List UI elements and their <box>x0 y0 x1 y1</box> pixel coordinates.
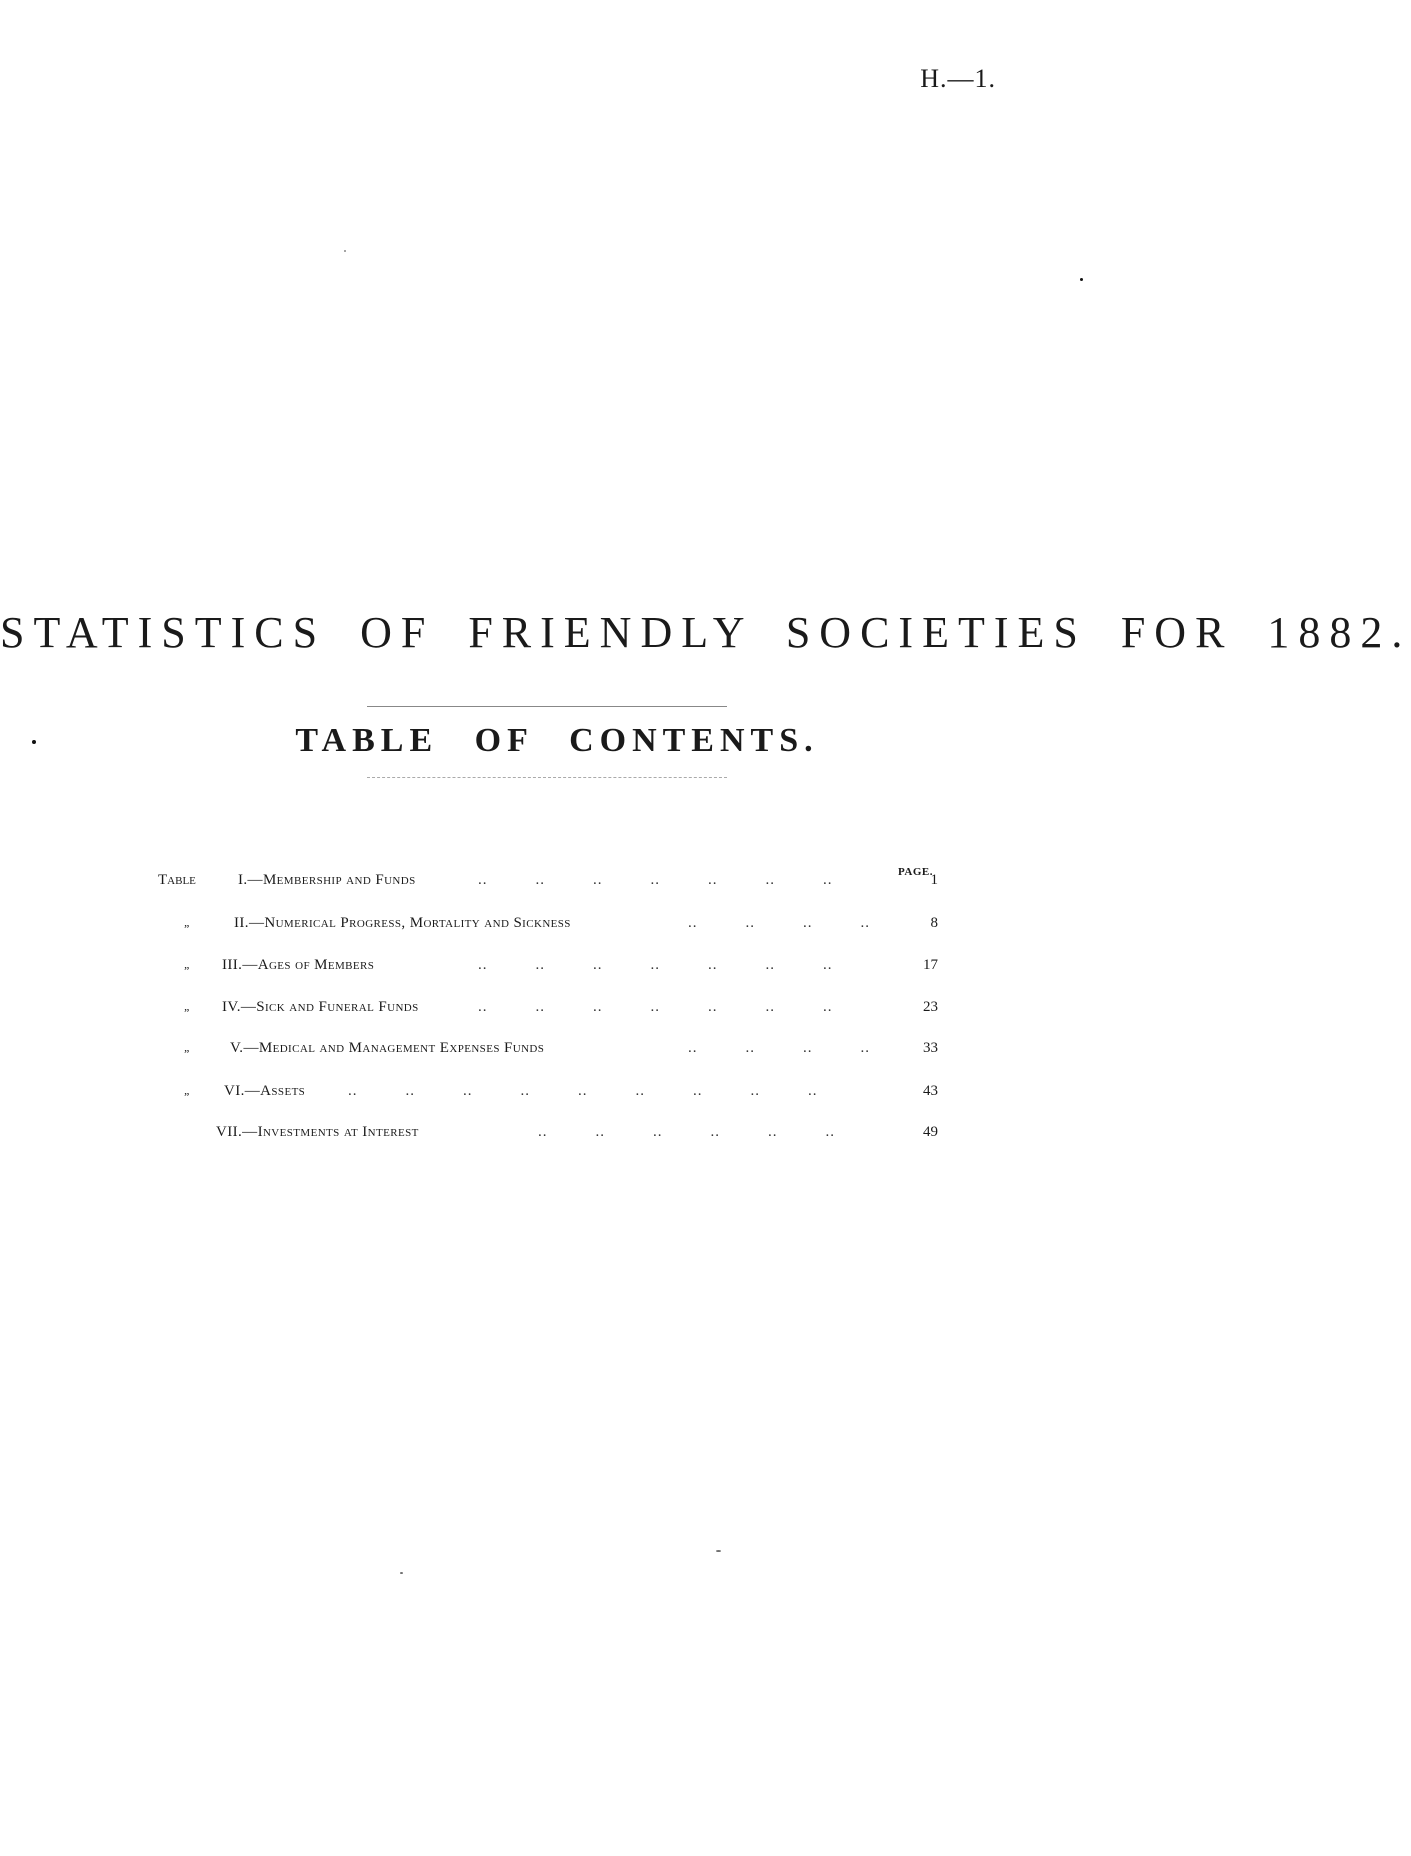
toc-row-leader: .. .. .. .. .. .. .. <box>478 999 833 1015</box>
toc-row-label: IV.—Sick and Funeral Funds <box>222 999 419 1015</box>
page-reference: H.—1. <box>920 64 996 93</box>
toc-row <box>158 957 938 983</box>
toc-row-label: III.—Ages of Members <box>222 957 375 973</box>
document-title: STATISTICS OF FRIENDLY SOCIETIES FOR 1882. <box>0 608 1411 658</box>
toc-row <box>158 1083 938 1109</box>
toc-row-prefix: „ <box>184 1083 191 1097</box>
toc-row-label: V.—Medical and Management Expenses Funds <box>230 1040 545 1056</box>
toc-row-page: 49 <box>923 1124 938 1140</box>
document-subtitle: TABLE OF CONTENTS. <box>295 722 819 759</box>
toc-row-page: 17 <box>923 957 938 973</box>
scan-speck <box>716 1550 721 1552</box>
scan-speck <box>32 740 36 744</box>
toc-row-leader: .. .. .. .. .. .. .. .. .. <box>348 1083 818 1099</box>
toc-row-leader: .. .. .. .. .. .. .. <box>478 957 833 973</box>
toc-row <box>158 1124 938 1150</box>
scan-speck <box>400 1572 403 1574</box>
toc-row-prefix: Table <box>158 872 196 888</box>
toc-row-page: 1 <box>930 872 938 888</box>
toc-row <box>158 1040 938 1066</box>
toc-row-page: 33 <box>923 1040 938 1056</box>
toc-row-page: 23 <box>923 999 938 1015</box>
toc-row-page: 8 <box>930 915 938 931</box>
title-rule-bottom <box>367 777 727 778</box>
toc-row-label: VII.—Investments at Interest <box>216 1124 419 1140</box>
toc-row <box>158 999 938 1025</box>
toc-row-page: 43 <box>923 1083 938 1099</box>
toc-row-label: I.—Membership and Funds <box>238 872 416 888</box>
toc-row <box>158 915 938 941</box>
toc-row-leader: .. .. .. .. .. .. .. <box>478 872 833 888</box>
toc-row-label: VI.—Assets <box>224 1083 306 1099</box>
toc-row-leader: .. .. .. .. <box>688 915 870 931</box>
toc-row-prefix: „ <box>184 957 191 971</box>
toc-row-prefix: „ <box>184 999 191 1013</box>
scan-speck <box>1080 278 1083 281</box>
toc-row-prefix: „ <box>184 1040 191 1054</box>
toc-row-leader: .. .. .. .. <box>688 1040 870 1056</box>
toc-row-leader: .. .. .. .. .. .. <box>538 1124 835 1140</box>
page-column-header: PAGE. <box>898 866 933 878</box>
title-rule-top <box>367 706 727 707</box>
toc-row-prefix: „ <box>184 915 191 929</box>
toc-row <box>158 872 938 898</box>
scan-speck <box>344 250 346 252</box>
toc-row-label: II.—Numerical Progress, Mortality and Sickness <box>234 915 571 931</box>
